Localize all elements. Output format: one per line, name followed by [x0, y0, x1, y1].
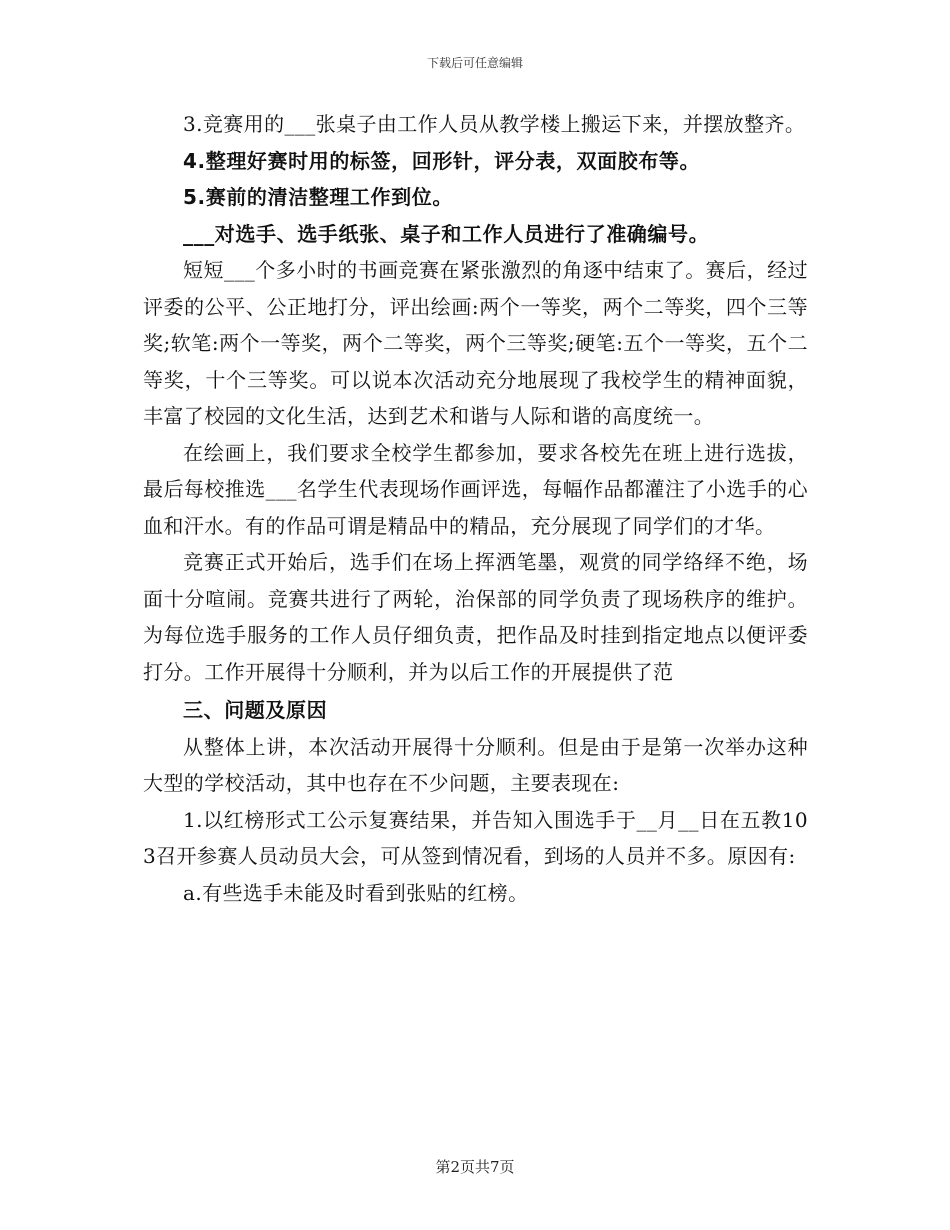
- page-footer: 第2页共7页: [435, 1158, 515, 1176]
- paragraph-competition: 竞赛正式开始后，选手们在场上挥洒笔墨，观赏的同学络绎不绝，场面十分喧闹。竞赛共进行了两轮，治保部的同学负责了现场秩序的维护。为每位选手服务的工作人员仔细负责，把作品及时挂到指定地点以便评委打分。工作开展得十分顺利，并为以后工作的开展提供了范: [143, 550, 808, 684]
- paragraph-overview: 从整体上讲，本次活动开展得十分顺利。但是由于是第一次举办这种大型的学校活动，其中也存在不少问题，主要表现在:: [143, 734, 808, 795]
- paragraph-painting: 在绘画上，我们要求全校学生都参加，要求各校先在班上进行选拔，最后每校推选___名学生代表现场作画评选，每幅作品都灌注了小选手的心血和汗水。有的作品可谓是精品中的精品，充分展现了同学们的才华。: [143, 440, 808, 538]
- document-body: [143, 106, 808, 911]
- page-header: 下载后可任意编辑: [426, 56, 523, 70]
- paragraph-prepare-supplies: 4.整理好赛时用的标签，回形针，评分表，双面胶布等。: [183, 148, 701, 173]
- section-heading-problems: 三、问题及原因: [183, 698, 328, 722]
- paragraph-problem-1: 1.以红榜形式工公示复赛结果，并告知入围选手于__月__日在五教103召开参赛人员动员大会，可从签到情况看，到场的人员并不多。原因有:: [143, 807, 808, 868]
- paragraph-desk-transport: 3.竞赛用的___张桌子由工作人员从教学楼上搬运下来，并摆放整齐。: [183, 112, 806, 136]
- paragraph-numbering: ___对选手、选手纸张、桌子和工作人员进行了准确编号。: [183, 221, 710, 246]
- paragraph-cleaning: 5.赛前的清洁整理工作到位。: [183, 185, 453, 209]
- paragraph-problem-1a: a.有些选手未能及时看到张贴的红榜。: [183, 880, 529, 905]
- paragraph-results: 短短___个多小时的书画竞赛在紧张激烈的角逐中结束了。赛后，经过评委的公平、公正地打分，评出绘画:两个一等奖，两个二等奖，四个三等奖;软笔:两个一等奖，两个二等奖，两个三等奖;硬笔:五个一等奖，五个二等奖，十个三等奖。可以说本次活动充分地展现了我校学生的精神面貌，丰富了校园的文化生活，达到艺术和谐与人际和谐的高度统一。: [143, 258, 808, 428]
